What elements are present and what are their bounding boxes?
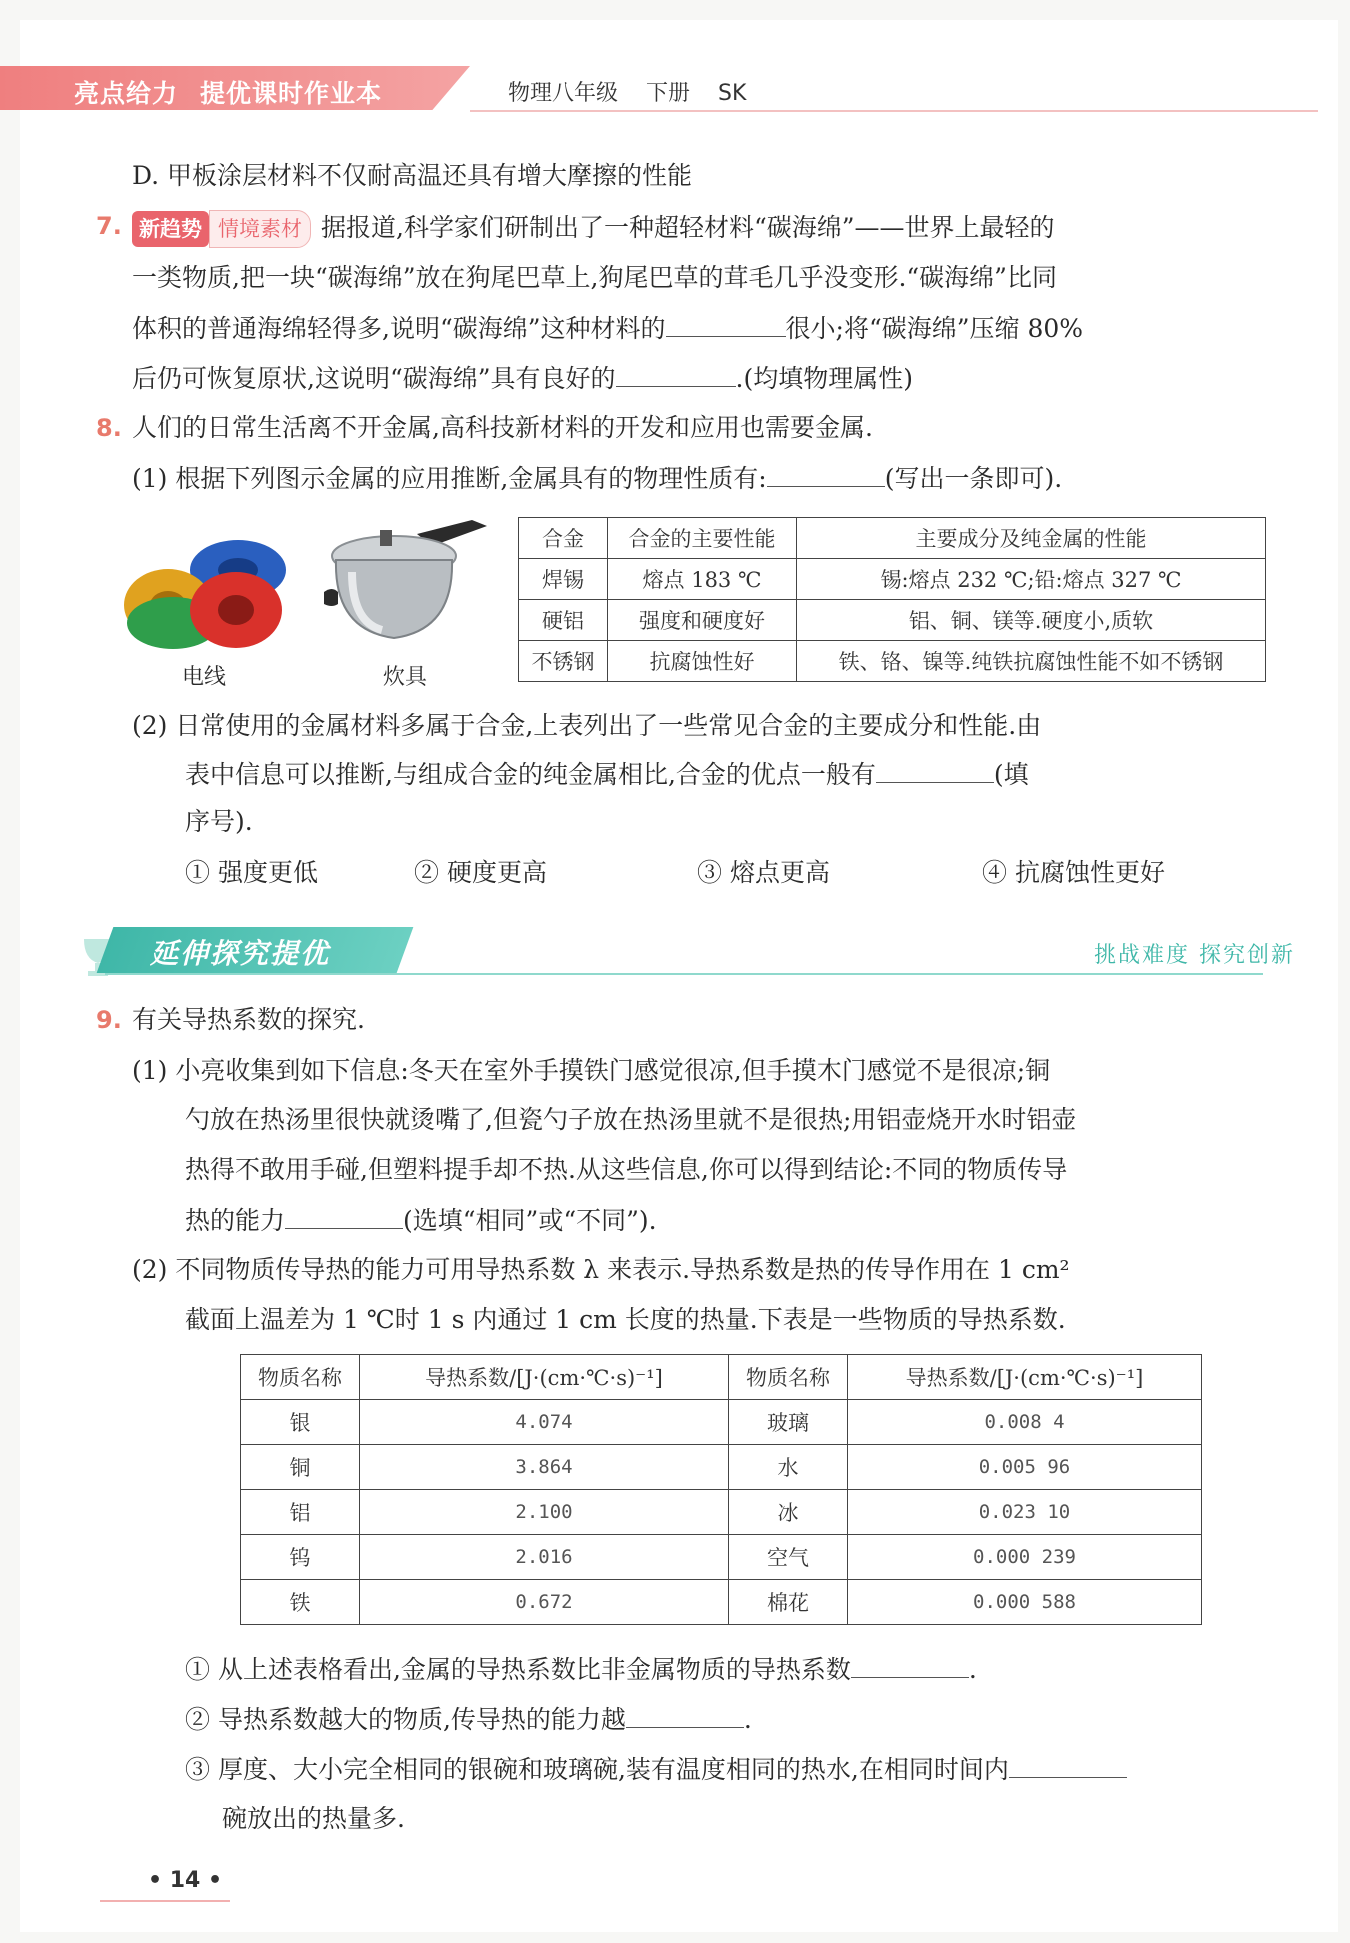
q9-part2-line-1: (2) 不同物质传导热的能力可用导热系数 λ 来表示.导热系数是热的传导作用在 1 cm² xyxy=(132,1255,1070,1284)
wire-caption: 电线 xyxy=(182,665,227,690)
table-cell: 0.000 239 xyxy=(848,1535,1202,1580)
q7-text-4a: 后仍可恢复原状,这说明“碳海绵”具有良好的 xyxy=(132,364,616,393)
q7-line-2: 一类物质,把一块“碳海绵”放在狗尾巴草上,狗尾巴草的茸毛几乎没变形.“碳海绵”比同 xyxy=(132,263,1057,292)
alloy-table xyxy=(518,517,1266,682)
table-row xyxy=(519,559,1266,600)
tag-context-material: 情境素材 xyxy=(209,210,311,248)
q8-part2-line-3: 序号). xyxy=(185,807,253,836)
table-cell: 0.000 588 xyxy=(848,1580,1202,1625)
q9-blank-4[interactable] xyxy=(1009,1753,1127,1778)
table-row xyxy=(241,1490,1202,1535)
q9-part1-line-4 xyxy=(185,1204,657,1237)
table-cell: 锡:熔点 232 ℃;铅:熔点 327 ℃ xyxy=(797,559,1266,600)
table-cell: 4.074 xyxy=(360,1400,729,1445)
q9-sub-3 xyxy=(185,1753,1127,1786)
q8-blank-2[interactable] xyxy=(876,758,994,783)
q9-sub-1-tail: . xyxy=(968,1655,977,1684)
header-info xyxy=(508,76,774,107)
table-cell: 铝、铜、镁等.硬度小,质软 xyxy=(797,600,1266,641)
q8-part1-text: (1) 根据下列图示金属的应用推断,金属具有的物理性质有: xyxy=(132,464,767,493)
table-cell: 铁、铬、镍等.纯铁抗腐蚀性能不如不锈钢 xyxy=(797,641,1266,682)
q7-blank-1[interactable] xyxy=(666,312,786,337)
table-cell: 0.023 10 xyxy=(848,1490,1202,1535)
table-cell: 强度和硬度好 xyxy=(608,600,797,641)
q9-intro: 有关导热系数的探究. xyxy=(132,1005,365,1034)
q9-blank-2[interactable] xyxy=(851,1653,969,1678)
q9-part1-line-2: 勺放在热汤里很快就烫嘴了,但瓷勺子放在热汤里就不是很热;用铝壶烧开水时铝壶 xyxy=(185,1105,1077,1134)
q8-blank-1[interactable] xyxy=(767,462,885,487)
table-cell: 硬铝 xyxy=(519,600,608,641)
section-title: 延伸探究提优 xyxy=(150,937,331,970)
pot-caption: 炊具 xyxy=(383,665,428,690)
q8-part2-line-2 xyxy=(185,758,1029,791)
table-header-cell: 物质名称 xyxy=(729,1355,848,1400)
q9-part1-line-1: (1) 小亮收集到如下信息:冬天在室外手摸铁门感觉很凉,但手摸木门感觉不是很凉;铜 xyxy=(132,1056,1051,1085)
subject-label: 物理八年级 xyxy=(508,81,619,106)
edition-label: SK xyxy=(718,81,747,106)
table-header-row xyxy=(241,1355,1202,1400)
table-cell: 0.005 96 xyxy=(848,1445,1202,1490)
q7-text-1: 据报道,科学家们研制出了一种超轻材料“碳海绵”——世界上最轻的 xyxy=(321,213,1055,242)
q8-option-1: ① 强度更低 xyxy=(185,858,318,887)
q9-blank-3[interactable] xyxy=(626,1703,744,1728)
q8-number: 8. xyxy=(96,414,122,442)
q9-sub-3-text: ③ 厚度、大小完全相同的银碗和玻璃碗,装有温度相同的热水,在相同时间内 xyxy=(185,1755,1009,1784)
header-rule xyxy=(470,110,1318,112)
section-subtitle: 挑战难度 探究创新 xyxy=(1094,943,1295,968)
table-cell: 焊锡 xyxy=(519,559,608,600)
table-row xyxy=(519,600,1266,641)
volume-label: 下册 xyxy=(646,81,691,106)
table-row xyxy=(241,1535,1202,1580)
table-header-cell: 导热系数/[J·(cm·℃·s)⁻¹] xyxy=(848,1355,1202,1400)
table-cell: 0.008 4 xyxy=(848,1400,1202,1445)
brand-title-1: 亮点给力 xyxy=(74,79,179,108)
conductivity-table xyxy=(240,1354,1202,1625)
cooking-pot-image xyxy=(322,512,494,657)
section-rule xyxy=(105,973,1263,975)
q8-part2-text: 表中信息可以推断,与组成合金的纯金属相比,合金的优点一般有 xyxy=(185,760,876,789)
table-cell: 2.016 xyxy=(360,1535,729,1580)
table-cell: 抗腐蚀性好 xyxy=(608,641,797,682)
q8-part2-line-1: (2) 日常使用的金属材料多属于合金,上表列出了一些常见合金的主要成分和性能.由 xyxy=(132,711,1042,740)
q8-part1-tail: (写出一条即可). xyxy=(884,464,1063,493)
table-cell: 银 xyxy=(241,1400,360,1445)
q8-part1 xyxy=(132,462,1062,495)
q9-sub-2 xyxy=(185,1703,752,1736)
q8-part2-tail: (填 xyxy=(993,760,1029,789)
table-header-cell: 合金的主要性能 xyxy=(608,518,797,559)
table-header-row xyxy=(519,518,1266,559)
table-header-cell: 物质名称 xyxy=(241,1355,360,1400)
table-header-cell: 主要成分及纯金属的性能 xyxy=(797,518,1266,559)
q8-option-4: ④ 抗腐蚀性更好 xyxy=(982,858,1165,887)
table-cell: 0.672 xyxy=(360,1580,729,1625)
q9-sub-2-tail: . xyxy=(743,1705,752,1734)
q9-part2-line-2: 截面上温差为 1 ℃时 1 s 内通过 1 cm 长度的热量.下表是一些物质的导热系数. xyxy=(185,1305,1066,1334)
table-cell: 不锈钢 xyxy=(519,641,608,682)
q9-blank-1[interactable] xyxy=(285,1204,403,1229)
table-cell: 水 xyxy=(729,1445,848,1490)
page-number: • 14 • xyxy=(148,1868,223,1893)
q7-line-1 xyxy=(132,210,1055,248)
q7-text-3b: 很小;将“碳海绵”压缩 80% xyxy=(785,314,1084,343)
table-cell: 铜 xyxy=(241,1445,360,1490)
table-cell: 空气 xyxy=(729,1535,848,1580)
table-header-cell: 导热系数/[J·(cm·℃·s)⁻¹] xyxy=(360,1355,729,1400)
table-cell: 铁 xyxy=(241,1580,360,1625)
table-cell: 棉花 xyxy=(729,1580,848,1625)
q7-number: 7. xyxy=(96,212,122,240)
table-row xyxy=(241,1400,1202,1445)
table-row xyxy=(241,1445,1202,1490)
q9-part1-tail: (选填“相同”或“不同”). xyxy=(403,1206,657,1235)
table-header-cell: 合金 xyxy=(519,518,608,559)
q7-text-3a: 体积的普通海绵轻得多,说明“碳海绵”这种材料的 xyxy=(132,314,666,343)
table-cell: 钨 xyxy=(241,1535,360,1580)
q9-number: 9. xyxy=(96,1006,122,1034)
q9-part1-text: 热的能力 xyxy=(185,1206,286,1235)
q8-option-2: ② 硬度更高 xyxy=(414,858,547,887)
q7-blank-2[interactable] xyxy=(616,362,736,387)
footer-rule xyxy=(100,1900,230,1902)
table-cell: 熔点 183 ℃ xyxy=(608,559,797,600)
page xyxy=(20,20,1338,1932)
table-cell: 铝 xyxy=(241,1490,360,1535)
table-cell: 3.864 xyxy=(360,1445,729,1490)
q8-option-3: ③ 熔点更高 xyxy=(697,858,830,887)
q7-line-4 xyxy=(132,362,913,395)
q7-line-3 xyxy=(132,312,1083,345)
q7-text-4b: .(均填物理属性) xyxy=(735,364,913,393)
q9-part1-line-3: 热得不敢用手碰,但塑料提手却不热.从这些信息,你可以得到结论:不同的物质传导 xyxy=(185,1155,1068,1184)
table-row xyxy=(519,641,1266,682)
table-cell: 冰 xyxy=(729,1490,848,1535)
brand-title-2: 提优课时作业本 xyxy=(200,79,383,108)
q9-sub-1-text: ① 从上述表格看出,金属的导热系数比非金属物质的导热系数 xyxy=(185,1655,851,1684)
q8-intro: 人们的日常生活离不开金属,高科技新材料的开发和应用也需要金属. xyxy=(132,413,873,442)
q9-sub-2-text: ② 导热系数越大的物质,传导热的能力越 xyxy=(185,1705,626,1734)
q9-sub-3-line-2: 碗放出的热量多. xyxy=(222,1804,405,1833)
tag-new-trend: 新趋势 xyxy=(132,211,209,247)
table-row xyxy=(241,1580,1202,1625)
table-cell: 玻璃 xyxy=(729,1400,848,1445)
q9-sub-1 xyxy=(185,1653,977,1686)
q6-option-d: D. 甲板涂层材料不仅耐高温还具有增大摩擦的性能 xyxy=(132,161,693,190)
header-brand xyxy=(74,74,404,110)
table-cell: 2.100 xyxy=(360,1490,729,1535)
electric-wire-image xyxy=(118,525,298,655)
